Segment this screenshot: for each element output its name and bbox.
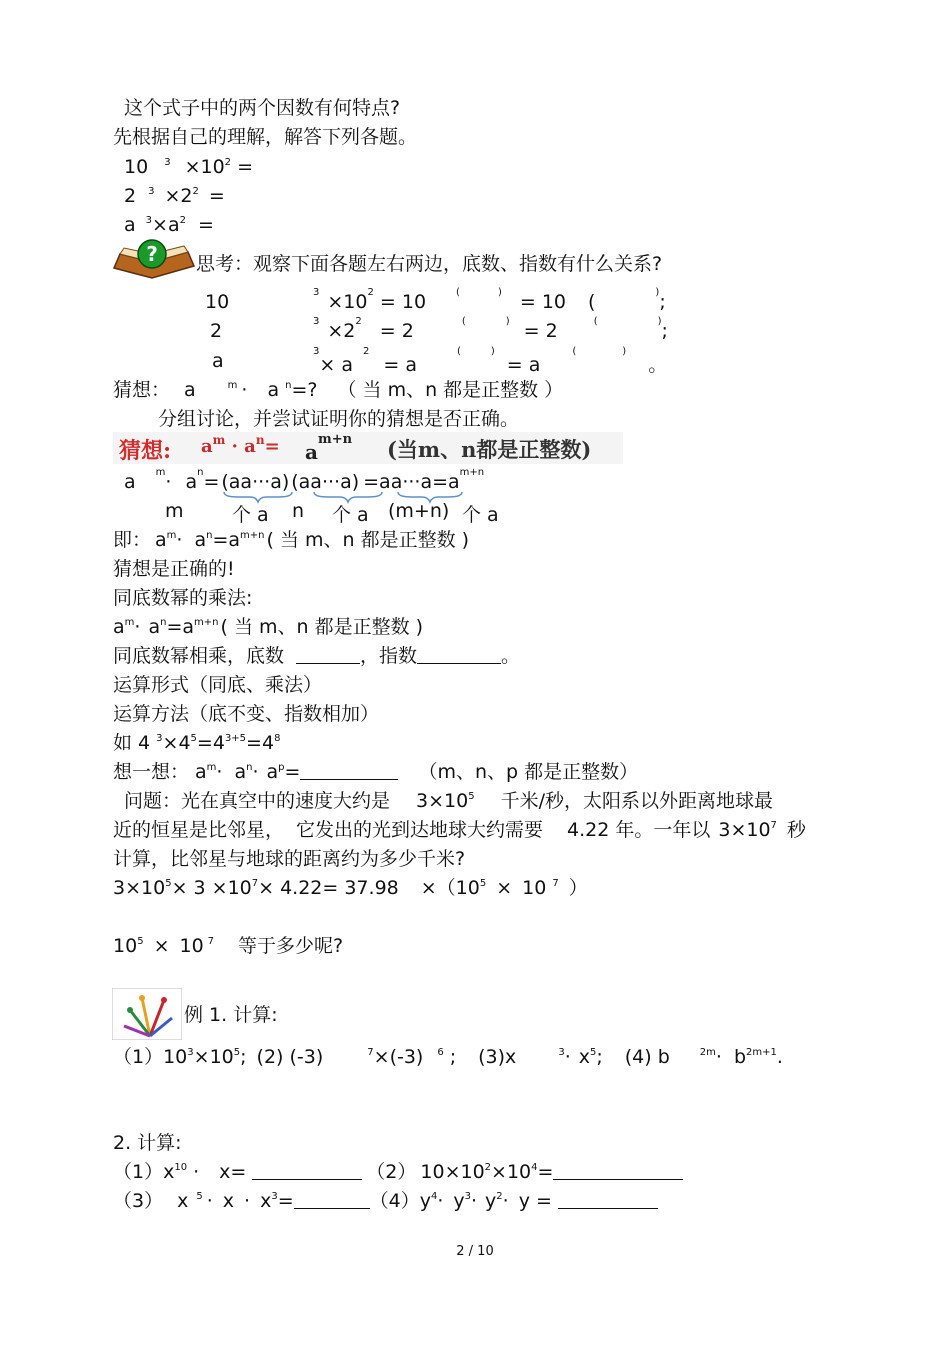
question-text: 这个式子中的两个因数有何特点? — [124, 97, 401, 119]
example2-label: 2. 计算: — [113, 1132, 182, 1154]
problem-line-1: 问题：光在真空中的速度大约是 $3\times 10^5$ 千米/秒，太阳系以外距离地球最 — [124, 790, 773, 812]
example-line: 如 4 $^3\times 4^5=4^{3+5}=4^8$ — [113, 732, 281, 754]
rule-title: 同底数幂的乘法: — [113, 587, 253, 609]
banner-result: $a^{m+n}$ — [305, 432, 353, 464]
blank-base[interactable] — [296, 645, 360, 664]
blank-exponent[interactable] — [417, 645, 501, 664]
instruction-text: 先根据自己的理解，解答下列各题。 — [113, 126, 418, 148]
svg-text:?: ? — [146, 242, 158, 266]
blank-ex2-3[interactable] — [294, 1190, 370, 1209]
question-book-icon — [112, 238, 196, 282]
count-label-3: 个 a — [462, 504, 499, 526]
correct-text: 猜想是正确的! — [113, 558, 235, 580]
fireworks-icon — [112, 988, 182, 1040]
guess-line: 猜想： a $^m$ · a $^n$=? （ 当 m、n 都是正整数 ） — [113, 379, 564, 401]
ji-line: 即： $a^m\cdot a^n=a^{m+n}$ ( 当 m、n 都是正整数 ) — [113, 529, 470, 551]
rule-description: 同底数幂相乘，底数 ，指数 。 — [113, 645, 521, 667]
observe-row-3-expr: $^3\times a^2= a^($ )= a( )。 — [313, 346, 668, 376]
observe-row-2: 2 — [210, 320, 223, 342]
banner-condition: (当m、n都是正整数) — [387, 437, 592, 462]
example2-row-1: $(1)x^{10} \cdot x= (2)$ $10\times 10^2\times 10^4=$ — [113, 1160, 683, 1184]
blank-ex2-2[interactable] — [553, 1161, 683, 1180]
banner-formula: $a^m \cdot a^n=$ — [201, 433, 280, 457]
exercise-2: 2 $^3 \times 2^2$ = — [124, 185, 225, 207]
banner-label: 猜想: — [119, 438, 172, 464]
blank-think2[interactable] — [300, 761, 398, 780]
example1-label: 例 1. 计算: — [184, 1004, 278, 1026]
observe-row-1: 10 — [205, 291, 230, 313]
count-label-1: 个 a — [232, 504, 269, 526]
think-prompt: 思考：观察下面各题左右两边，底数、指数有什么关系? — [196, 253, 663, 275]
example1-problems: $(1)10^3\times 10^5$; (2) (-3) $^7$×(-3) $^6$ ; (3)x $^3\cdot x^5$; (4) b $^{2m}\cdot b^{2m+1}$. — [113, 1046, 783, 1068]
form-text: 运算形式（同底、乘法） — [113, 674, 323, 696]
exercise-1: 10 $^3 \times 10^2$ = — [124, 156, 254, 178]
example2-row-2: （3） x $^5 \cdot x \cdot x^3= (4)y^4\cdot y^3\cdot y^2\cdot y$ = — [113, 1189, 658, 1213]
observe-row-3: a — [212, 350, 224, 372]
count-n: n — [292, 500, 305, 522]
observe-row-2-expr: $^3 \times 2^2 = 2$ ( ) = 2 ( ); — [313, 316, 668, 342]
page-number: 2 / 10 — [456, 1244, 494, 1259]
exercise-3: a $^3\times a^2$ = — [124, 214, 214, 236]
blank-ex2-4[interactable] — [558, 1190, 658, 1209]
observe-row-1-expr: $^3 \times 10^2 = 10$ ( ) = 10 ( ); — [313, 287, 666, 313]
count-mn: (m+n) — [388, 500, 450, 522]
proof-line: a $^m\cdot a^n= (aa\cdot\cdot\cdot a)$ $(aa\cdot\cdot\cdot a) =aa\cdot\cdot\cdot a=a^{m+n}$ — [124, 467, 485, 493]
problem-calc: $3\times 10^5\times 3 \times 10^7\times 4.22= 37.98 \times(10^5 \times 10$ $^7$ ） — [113, 877, 588, 899]
problem-question: $10^5 \times 10$ $^7$ 等于多少呢? — [113, 935, 344, 957]
count-label-2: 个 a — [332, 504, 369, 526]
guess-banner — [113, 432, 623, 464]
discuss-text: 分组讨论，并尝试证明你的猜想是否正确。 — [158, 408, 520, 430]
think2-line: 想一想： $a^m\cdot a^n\cdot a^p= (m$、n、p 都是正整数） — [113, 761, 639, 783]
count-m: m — [165, 500, 184, 522]
problem-line-2: 近的恒星是比邻星， 它发出的光到达地球大约需要 4.22 年。一年以 $3\times 10^7$ 秒 — [113, 819, 806, 841]
blank-ex2-1[interactable] — [252, 1161, 362, 1180]
method-text: 运算方法（底不变、指数相加） — [113, 703, 380, 725]
problem-line-3: 计算，比邻星与地球的距离约为多少千米? — [113, 848, 466, 870]
rule-formula: $a^m\cdot a^n=a^{m+n}$ ( 当 m、n 都是正整数 ) — [113, 616, 424, 638]
